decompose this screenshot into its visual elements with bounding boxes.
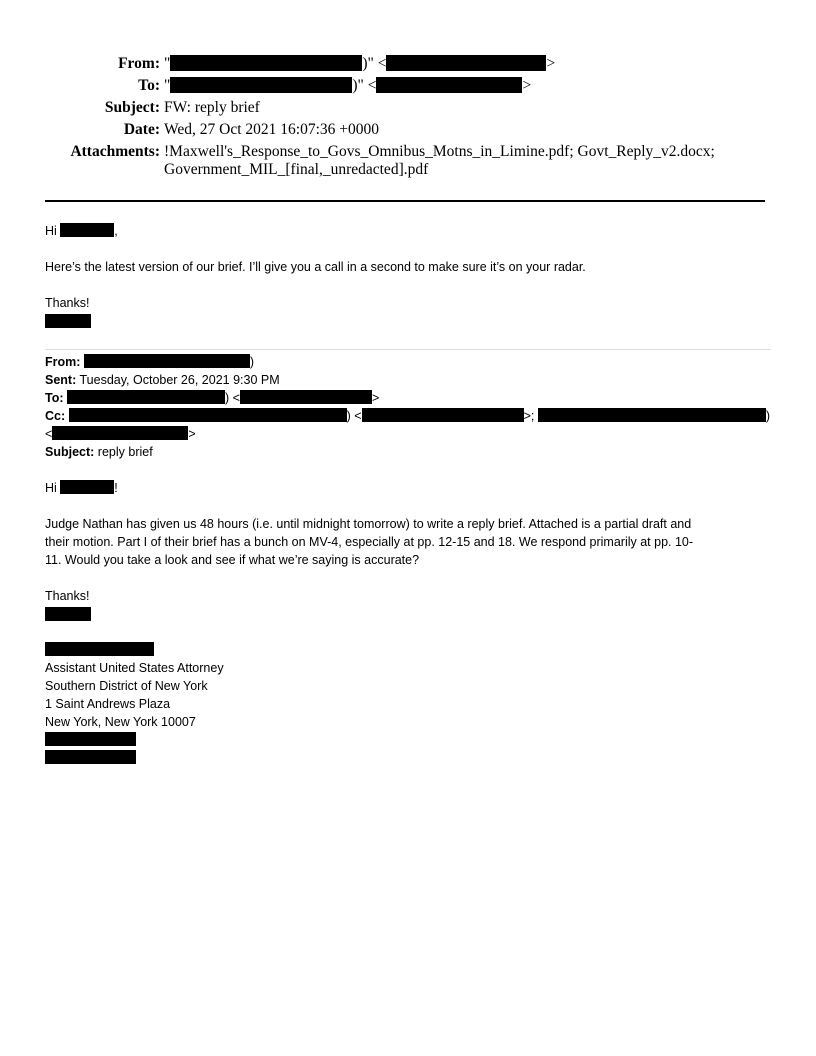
signature-street: 1 Saint Andrews Plaza xyxy=(45,697,171,711)
reply-body: Here’s the latest version of our brief. I’ll give you a call in a second to make sure it’s on your radar. xyxy=(45,260,586,274)
signature-phone xyxy=(45,731,136,749)
header-date-label: Date: xyxy=(123,121,160,138)
reply-signoff xyxy=(45,313,91,331)
fwd-signoff xyxy=(45,606,91,624)
fwd-from-row: From: ) xyxy=(45,355,255,369)
redaction xyxy=(84,354,250,368)
header-attachments-label: Attachments: xyxy=(70,143,160,160)
attachment-line: Government_MIL_[final,_unredacted].pdf xyxy=(164,161,429,178)
redaction xyxy=(362,408,524,422)
header-subject-value: FW: reply brief xyxy=(164,99,260,116)
redaction xyxy=(52,426,188,440)
redaction xyxy=(67,390,225,404)
redaction xyxy=(386,55,546,71)
signature-title: Assistant United States Attorney xyxy=(45,661,224,675)
fwd-greeting: Hi ! xyxy=(45,481,118,495)
header-attachments-value xyxy=(164,141,816,179)
header-date-value: Wed, 27 Oct 2021 16:07:36 +0000 xyxy=(164,121,380,138)
header-to-label: To: xyxy=(138,77,160,94)
redaction xyxy=(170,77,352,93)
redaction xyxy=(45,607,91,621)
signature-office: Southern District of New York xyxy=(45,679,208,693)
redaction xyxy=(60,223,114,237)
redaction xyxy=(45,314,91,328)
fwd-to-row: To: ) < > xyxy=(45,391,380,405)
header-date-row xyxy=(0,119,816,141)
header-divider xyxy=(45,200,765,202)
redaction xyxy=(60,480,114,494)
signature-email xyxy=(45,749,136,767)
header-from-value: " )" < > xyxy=(164,55,556,72)
header-from-row xyxy=(0,53,816,75)
fwd-body xyxy=(45,515,775,569)
header-from-label: From: xyxy=(118,55,160,72)
fwd-thanks: Thanks! xyxy=(45,589,90,603)
header-to-row xyxy=(0,75,816,97)
signature-name xyxy=(45,641,154,659)
fwd-cc-row: Cc: ) < >; ) xyxy=(45,409,771,423)
redaction xyxy=(376,77,522,93)
signature-city: New York, New York 10007 xyxy=(45,715,196,729)
header-subject-label: Subject: xyxy=(104,99,160,116)
fwd-sent-row: Sent: Tuesday, October 26, 2021 9:30 PM xyxy=(45,373,280,387)
email-header xyxy=(0,53,816,179)
fwd-cc-row-continued: < > xyxy=(45,427,196,441)
redaction xyxy=(240,390,372,404)
redaction xyxy=(45,732,136,746)
redaction xyxy=(170,55,362,71)
fwd-body-line: Judge Nathan has given us 48 hours (i.e. until midnight tomorrow) to write a reply brief. Attached is a partial draft and xyxy=(45,517,692,531)
attachment-line: !Maxwell's_Response_to_Govs_Omnibus_Motns_in_Limine.pdf; Govt_Reply_v2.docx; xyxy=(164,143,715,160)
redaction xyxy=(45,750,136,764)
redaction xyxy=(69,408,347,422)
fwd-subject-row: Subject: reply brief xyxy=(45,445,153,459)
reply-thanks: Thanks! xyxy=(45,296,90,310)
redaction xyxy=(538,408,766,422)
header-attachments-row xyxy=(0,141,816,179)
header-subject-row xyxy=(0,97,816,119)
fwd-body-line: their motion. Part I of their brief has a bunch on MV-4, especially at pp. 12-15 and 18. We respond primarily at pp. 10- xyxy=(45,535,694,549)
reply-greeting: Hi , xyxy=(45,224,118,238)
message-separator xyxy=(45,349,771,350)
redaction xyxy=(45,642,154,656)
header-to-value: " )" < > xyxy=(164,77,532,94)
fwd-body-line: 11. Would you take a look and see if what we’re saying is accurate? xyxy=(45,553,420,567)
